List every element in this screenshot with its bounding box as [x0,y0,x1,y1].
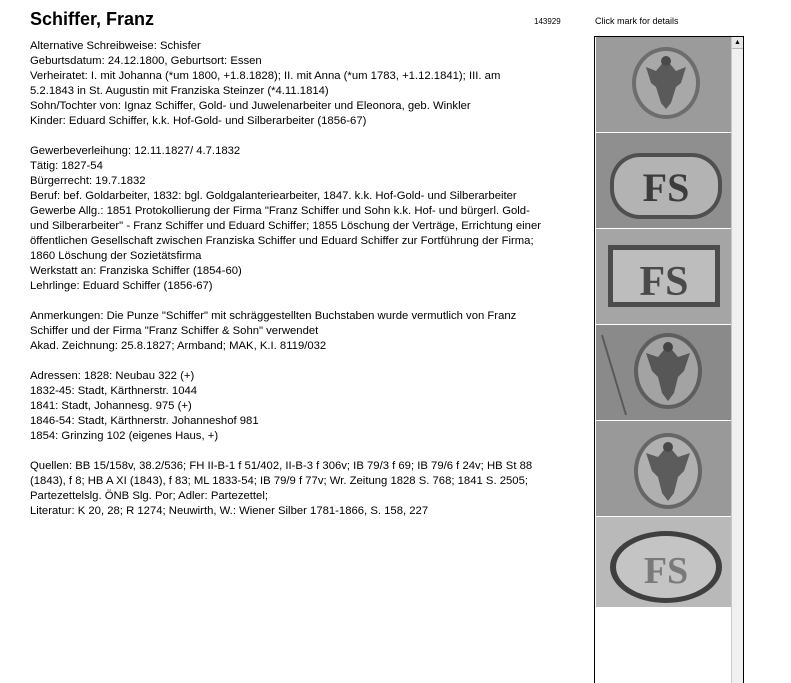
detail-line: Anmerkungen: Die Punze "Schiffer" mit schräggestellten Buchstaben wurde vermutlich von Franz [30,310,517,322]
detail-line: Akad. Zeichnung: 25.8.1827; Armband; MAK, K.I. 8119/032 [30,340,327,352]
maker-details [30,39,590,534]
marks-scrollbar[interactable] [731,37,743,683]
detail-line: Schiffer und der Firma "Franz Schiffer & Sohn" verwendet [30,325,319,337]
sources-section [30,459,590,519]
detail-line: Werkstatt an: Franziska Schiffer (1854-60) [30,265,242,277]
detail-line: Sohn/Tochter von: Ignaz Schiffer, Gold- und Juwelenarbeiter und Eleonora, geb. Winkler [30,100,471,112]
detail-line: Lehrlinge: Eduard Schiffer (1856-67) [30,280,213,292]
mark-thumbnail-5[interactable] [596,421,733,516]
mark-letters: FS [639,259,689,305]
detail-line: Tätig: 1827-54 [30,160,103,172]
detail-line: Bürgerrecht: 19.7.1832 [30,175,146,187]
detail-line: 1841: Stadt, Johannesg. 975 (+) [30,400,192,412]
detail-line: Gewerbeverleihung: 12.11.1827/ 4.7.1832 [30,145,241,157]
fs-oval-mark-icon [596,517,733,607]
click-hint: Click mark for details [595,16,679,26]
detail-line: Kinder: Eduard Schiffer, k.k. Hof-Gold- und Silberarbeiter (1856-67) [30,115,367,127]
scroll-up-arrow-icon[interactable]: ▲ [732,37,743,49]
eagle-punch-mark-icon [596,325,733,420]
eagle-oval-mark-icon [596,421,733,516]
mark-thumbnail-3[interactable] [596,229,733,324]
page-title: Schiffer, Franz [30,9,155,29]
mark-letters: FS [642,165,690,210]
detail-line: Geburtsdatum: 24.12.1800, Geburtsort: Essen [30,55,262,67]
detail-line: Alternative Schreibweise: Schisfer [30,40,201,52]
detail-line: 1846-54: Stadt, Kärthnerstr. Johanneshof 981 [30,415,259,427]
detail-line: (1843), f 8; HB A XI (1843), f 83; ML 1833-54; IB 79/9 f 77v; Wr. Zeitung 1828 S. 768; 1841 S. 2505; [30,475,529,487]
detail-line: öffentlichen Gesellschaft zwischen Franziska Schiffer und Eduard Schiffer zur Fortführung der Firma; [30,235,534,247]
detail-line: 5.2.1843 in St. Augustin mit Franziska Steinzer (*4.11.1814) [30,85,329,97]
mark-thumbnail-1[interactable] [596,37,733,132]
marks-panel [594,36,744,683]
mark-thumbnail-6[interactable] [596,517,733,607]
detail-line: 1832-45: Stadt, Kärthnerstr. 1044 [30,385,198,397]
detail-line: Partezettelslg. ÖNB Slg. Por; Adler: Partezettel; [30,490,268,502]
fs-oval-mark-icon [596,133,733,228]
addresses-section [30,369,590,444]
mark-letters: FS [643,550,689,592]
fs-rect-mark-icon [596,229,733,324]
mark-thumbnail-2[interactable] [596,133,733,228]
detail-line: Gewerbe Allg.: 1851 Protokollierung der Firma "Franz Schiffer und Sohn k.k. Hof- und bürgerl. Gold- [30,205,530,217]
record-id: 143929 [534,17,561,26]
detail-line: Literatur: K 20, 28; R 1274; Neuwirth, W.: Wiener Silber 1781-1866, S. 158, 227 [30,505,429,517]
detail-line: 1860 Löschung der Sozietätsfirma [30,250,202,262]
detail-line: und Silberarbeiter" - Franz Schiffer und Eduard Schiffer; 1855 Löschung der Verträge, Errichtung einer [30,220,541,232]
detail-line: Verheiratet: I. mit Johanna (*um 1800, +1.8.1828); II. mit Anna (*um 1783, +1.12.1841); III. am [30,70,501,82]
trade-section [30,144,590,294]
remarks-section [30,309,590,354]
personal-section [30,39,590,129]
detail-line: Adressen: 1828: Neubau 322 (+) [30,370,195,382]
marks-list [596,37,733,608]
detail-line: Beruf: bef. Goldarbeiter, 1832: bgl. Goldgalanteriearbeiter, 1847. k.k. Hof-Gold- und Silberarbeiter [30,190,517,202]
detail-line: Quellen: BB 15/158v, 38.2/536; FH II-B-1 f 51/402, II-B-3 f 306v; IB 79/3 f 69; IB 79/6 f 24v; HB St 88 [30,460,533,472]
detail-line: 1854: Grinzing 102 (eigenes Haus, +) [30,430,219,442]
mark-thumbnail-4[interactable] [596,325,733,420]
eagle-oval-mark-icon [596,37,733,132]
